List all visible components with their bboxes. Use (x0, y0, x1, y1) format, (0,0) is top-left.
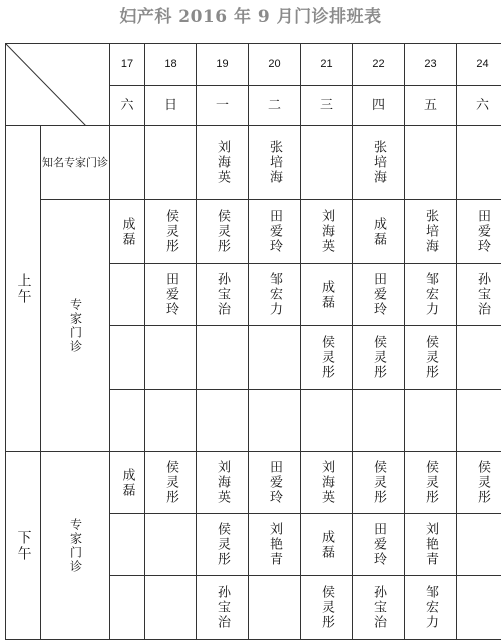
doctor-cell (457, 390, 501, 452)
doctor-cell: 张培海 (405, 200, 457, 264)
am-section-label: 上午 (6, 126, 41, 452)
date-cell: 21 (301, 44, 353, 86)
doctor-cell: 成磊 (301, 264, 353, 326)
am-expert-clinic-label: 专家门诊 (41, 200, 110, 452)
date-cell: 20 (249, 44, 301, 86)
doctor-cell: 成磊 (110, 200, 145, 264)
doctor-cell: 侯灵彤 (301, 576, 353, 640)
doctor-cell: 成磊 (110, 452, 145, 514)
doctor-cell: 侯灵彤 (405, 326, 457, 390)
doctor-cell (110, 514, 145, 576)
doctor-cell: 成磊 (301, 514, 353, 576)
date-cell: 17 (110, 44, 145, 86)
date-cell: 18 (145, 44, 197, 86)
doctor-cell (353, 390, 405, 452)
date-cell: 24 (457, 44, 501, 86)
doctor-cell (110, 126, 145, 200)
doctor-cell: 孙宝治 (197, 576, 249, 640)
doctor-cell (405, 126, 457, 200)
doctor-cell: 刘海英 (301, 200, 353, 264)
doctor-cell: 侯灵彤 (145, 200, 197, 264)
doctor-cell: 田爱玲 (457, 200, 501, 264)
famous-expert-clinic-label: 知名专家门诊 (41, 126, 110, 200)
doctor-cell: 邹宏力 (405, 576, 457, 640)
doctor-cell: 邹宏力 (249, 264, 301, 326)
doctor-cell: 刘海英 (197, 452, 249, 514)
doctor-cell (197, 390, 249, 452)
doctor-cell: 侯灵彤 (353, 452, 405, 514)
doctor-cell (110, 326, 145, 390)
doctor-cell: 田爱玲 (353, 264, 405, 326)
doctor-cell: 侯灵彤 (301, 326, 353, 390)
diagonal-header-cell (6, 44, 110, 126)
doctor-cell (197, 326, 249, 390)
doctor-cell: 侯灵彤 (457, 452, 501, 514)
doctor-cell (110, 264, 145, 326)
weekday-cell: 三 (301, 86, 353, 126)
doctor-cell (249, 390, 301, 452)
doctor-cell (405, 390, 457, 452)
doctor-cell (145, 390, 197, 452)
doctor-cell: 刘艳青 (405, 514, 457, 576)
doctor-cell: 侯灵彤 (405, 452, 457, 514)
weekday-cell: 一 (197, 86, 249, 126)
doctor-cell: 张培海 (249, 126, 301, 200)
doctor-cell: 田爱玲 (249, 452, 301, 514)
doctor-cell (249, 576, 301, 640)
schedule-table (5, 43, 501, 640)
pm-expert-clinic-label: 专家门诊 (41, 452, 110, 640)
doctor-cell: 田爱玲 (353, 514, 405, 576)
doctor-cell (110, 390, 145, 452)
doctor-cell: 侯灵彤 (145, 452, 197, 514)
date-cell: 19 (197, 44, 249, 86)
date-cell: 22 (353, 44, 405, 86)
doctor-cell (457, 126, 501, 200)
doctor-cell: 侯灵彤 (197, 200, 249, 264)
doctor-cell (145, 514, 197, 576)
doctor-cell: 田爱玲 (249, 200, 301, 264)
pm-section-label: 下午 (6, 452, 41, 640)
doctor-cell (145, 326, 197, 390)
doctor-cell: 孙宝治 (197, 264, 249, 326)
doctor-cell (145, 576, 197, 640)
doctor-cell: 张培海 (353, 126, 405, 200)
doctor-cell: 刘海英 (197, 126, 249, 200)
weekday-cell: 六 (457, 86, 501, 126)
doctor-cell (110, 576, 145, 640)
doctor-cell: 邹宏力 (405, 264, 457, 326)
doctor-cell: 孙宝治 (353, 576, 405, 640)
doctor-cell (301, 390, 353, 452)
page-title: 妇产科 2016 年 9 月门诊排班表 (0, 0, 501, 40)
doctor-cell: 侯灵彤 (197, 514, 249, 576)
doctor-cell: 刘海英 (301, 452, 353, 514)
weekday-cell: 日 (145, 86, 197, 126)
doctor-cell (145, 126, 197, 200)
doctor-cell (249, 326, 301, 390)
doctor-cell: 刘艳青 (249, 514, 301, 576)
doctor-cell (457, 576, 501, 640)
weekday-cell: 四 (353, 86, 405, 126)
doctor-cell: 孙宝治 (457, 264, 501, 326)
doctor-cell: 成磊 (353, 200, 405, 264)
weekday-cell: 六 (110, 86, 145, 126)
weekday-cell: 五 (405, 86, 457, 126)
doctor-cell: 侯灵彤 (353, 326, 405, 390)
doctor-cell (301, 126, 353, 200)
doctor-cell: 田爱玲 (145, 264, 197, 326)
doctor-cell (457, 326, 501, 390)
weekday-cell: 二 (249, 86, 301, 126)
doctor-cell (457, 514, 501, 576)
date-cell: 23 (405, 44, 457, 86)
